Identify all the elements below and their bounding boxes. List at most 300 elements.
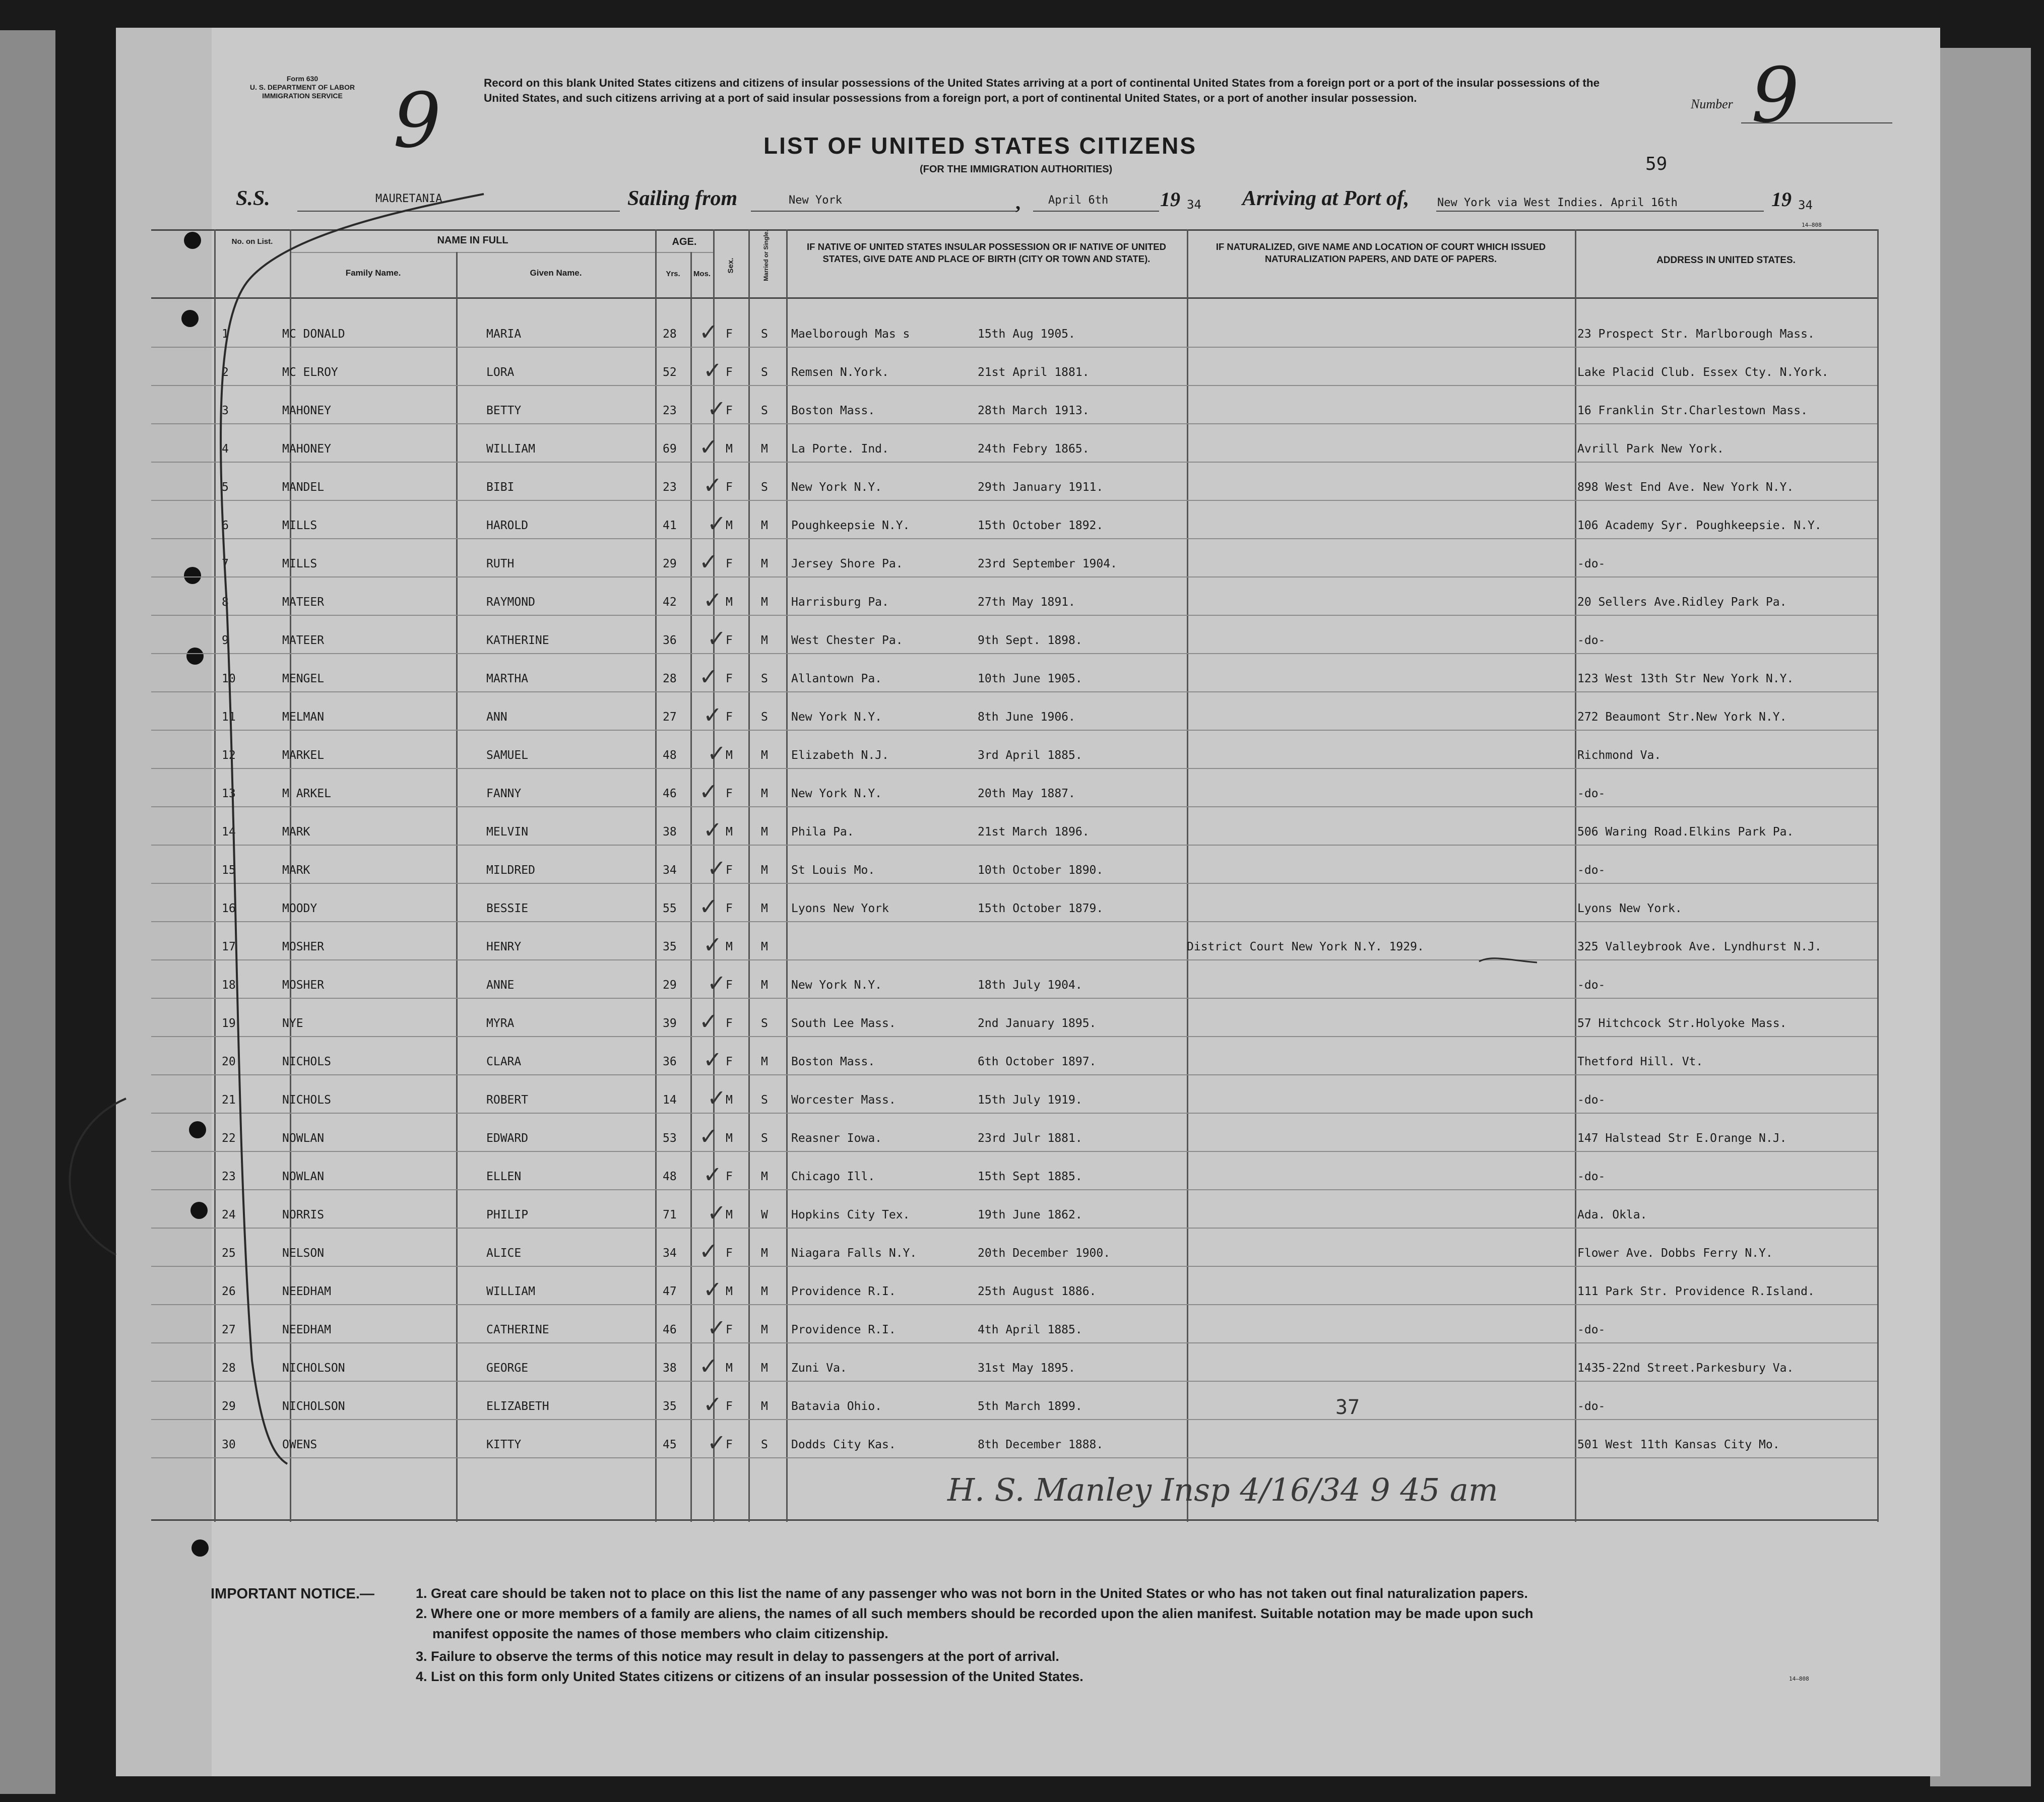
sex: F	[726, 1323, 733, 1336]
address: -do-	[1577, 864, 1606, 877]
age-years: 48	[663, 749, 677, 762]
row-number: 16	[222, 902, 236, 915]
age-years: 23	[663, 481, 677, 494]
given-name: LORA	[486, 366, 515, 379]
given-name: BESSIE	[486, 902, 529, 915]
arrival-port: New York via West Indies. April 16th	[1437, 197, 1678, 209]
printer-code-bottom: 14—808	[1789, 1676, 1809, 1682]
sex: F	[726, 1055, 733, 1068]
given-name: ELLEN	[486, 1170, 522, 1183]
birth-date: 4th April 1885.	[978, 1323, 1082, 1336]
age-years: 38	[663, 825, 677, 839]
address: Lake Placid Club. Essex Cty. N.York.	[1577, 366, 1829, 379]
given-name: RUTH	[486, 557, 515, 570]
checkmark: ✓	[709, 968, 725, 998]
birth-date: 15th October 1879.	[978, 902, 1104, 915]
age-years: 34	[663, 864, 677, 877]
marital-status: S	[761, 1438, 768, 1451]
birth-place: Hopkins City Tex.	[791, 1208, 910, 1221]
row-number: 29	[222, 1400, 236, 1413]
address: 23 Prospect Str. Marlborough Mass.	[1577, 328, 1815, 341]
row-number: 18	[222, 979, 236, 992]
given-name: CLARA	[486, 1055, 522, 1068]
age-years: 45	[663, 1438, 677, 1451]
birth-place: Elizabeth N.J.	[791, 749, 889, 762]
row-number: 11	[222, 711, 236, 724]
row-number: 26	[222, 1285, 236, 1298]
birth-place: Providence R.I.	[791, 1323, 896, 1336]
age-years: 38	[663, 1362, 677, 1375]
birth-place: New York N.Y.	[791, 979, 882, 992]
marital-status: S	[761, 404, 768, 417]
address: Ada. Okla.	[1577, 1208, 1647, 1221]
arriving-label: Arriving at Port of,	[1242, 187, 1410, 210]
checkmark: ✓	[709, 508, 725, 538]
marital-status: M	[761, 749, 768, 762]
row-number: 24	[222, 1208, 236, 1221]
sex: F	[726, 1017, 733, 1030]
service-name: IMMIGRATION SERVICE	[262, 92, 343, 100]
marital-status: S	[761, 1093, 768, 1107]
marital-status: M	[761, 442, 768, 456]
sex: M	[726, 1362, 733, 1375]
notice-heading: IMPORTANT NOTICE.—	[211, 1586, 374, 1602]
given-name: FANNY	[486, 787, 522, 800]
age-years: 29	[663, 979, 677, 992]
age-years: 35	[663, 1400, 677, 1413]
family-name: NOWLAN	[282, 1170, 325, 1183]
birth-date: 10th June 1905.	[978, 672, 1082, 685]
row-number: 3	[222, 404, 229, 417]
row-number: 9	[222, 634, 229, 647]
arrival-year: 34	[1798, 198, 1813, 212]
given-name: ANN	[486, 711, 507, 724]
marital-status: M	[761, 979, 768, 992]
address: 20 Sellers Ave.Ridley Park Pa.	[1577, 596, 1787, 609]
checkmark: ✓	[705, 699, 721, 730]
birth-place: Maelborough Mas s	[791, 328, 910, 341]
checkmark: ✓	[700, 1236, 717, 1266]
address: 898 West End Ave. New York N.Y.	[1577, 481, 1794, 494]
ss-label: S.S.	[236, 187, 270, 210]
sex: M	[726, 1093, 733, 1107]
sex: F	[726, 979, 733, 992]
checkmark: ✓	[700, 1121, 717, 1151]
birth-place: New York N.Y.	[791, 711, 882, 724]
row-number: 23	[222, 1170, 236, 1183]
checkmark: ✓	[700, 316, 717, 347]
sex: F	[726, 672, 733, 685]
address: Flower Ave. Dobbs Ferry N.Y.	[1577, 1247, 1773, 1260]
col-header-age: AGE.	[672, 236, 697, 247]
sex: F	[726, 787, 733, 800]
checkmark: ✓	[709, 1312, 725, 1342]
row-number: 17	[222, 940, 236, 953]
given-name: MARTHA	[486, 672, 529, 685]
marital-status: M	[761, 940, 768, 953]
age-years: 53	[663, 1132, 677, 1145]
age-years: 52	[663, 366, 677, 379]
marital-status: M	[761, 1400, 768, 1413]
family-name: NYE	[282, 1017, 303, 1030]
birth-date: 24th Febry 1865.	[978, 442, 1090, 456]
checkmark: ✓	[709, 1197, 725, 1228]
age-years: 36	[663, 634, 677, 647]
family-name: NEEDHAM	[282, 1323, 331, 1336]
address: -do-	[1577, 1170, 1606, 1183]
address: 106 Academy Syr. Poughkeepsie. N.Y.	[1577, 519, 1822, 532]
birth-date: 5th March 1899.	[978, 1400, 1082, 1413]
notice-item-2-cont: manifest opposite the names of those members who claim citizenship.	[432, 1626, 888, 1641]
age-years: 34	[663, 1247, 677, 1260]
marital-status: S	[761, 328, 768, 341]
age-years: 41	[663, 519, 677, 532]
given-name: WILLIAM	[486, 442, 535, 456]
birth-date: 15th Sept 1885.	[978, 1170, 1082, 1183]
family-name: MOODY	[282, 902, 317, 915]
checkmark: ✓	[709, 853, 725, 883]
family-name: MC DONALD	[282, 328, 345, 341]
col-header-yrs: Yrs.	[666, 270, 680, 278]
birth-place: Worcester Mass.	[791, 1093, 896, 1107]
col-header-address: ADDRESS IN UNITED STATES.	[1656, 255, 1796, 266]
sex: M	[726, 825, 733, 839]
family-name: MATEER	[282, 596, 325, 609]
sex: F	[726, 634, 733, 647]
row-number: 1	[222, 328, 229, 341]
number-label: Number	[1691, 97, 1733, 111]
row-number: 15	[222, 864, 236, 877]
col-header-given-name: Given Name.	[530, 268, 582, 278]
checkmark: ✓	[700, 546, 717, 576]
birth-date: 31st May 1895.	[978, 1362, 1075, 1375]
address: Lyons New York.	[1577, 902, 1682, 915]
checkmark: ✓	[705, 585, 721, 615]
address: -do-	[1577, 1093, 1606, 1107]
address: 57 Hitchcock Str.Holyoke Mass.	[1577, 1017, 1787, 1030]
checkmark: ✓	[705, 814, 721, 845]
department-name: U. S. DEPARTMENT OF LABOR	[249, 83, 355, 91]
handwritten-corner-number: 9	[393, 77, 441, 165]
family-name: NORRIS	[282, 1208, 325, 1221]
marital-status: M	[761, 557, 768, 570]
birth-date: 23rd September 1904.	[978, 557, 1117, 570]
given-name: ANNE	[486, 979, 515, 992]
marital-status: M	[761, 1247, 768, 1260]
marital-status: S	[761, 1017, 768, 1030]
family-name: MATEER	[282, 634, 325, 647]
given-name: ELIZABETH	[486, 1400, 549, 1413]
birth-place: Reasner Iowa.	[791, 1132, 882, 1145]
age-years: 35	[663, 940, 677, 953]
age-years: 48	[663, 1170, 677, 1183]
checkmark: ✓	[705, 1389, 721, 1419]
sex: F	[726, 481, 733, 494]
sex: F	[726, 404, 733, 417]
form-subtitle: (FOR THE IMMIGRATION AUTHORITIES)	[920, 164, 1113, 175]
number-value: 9	[1751, 52, 1800, 140]
birth-date: 20th December 1900.	[978, 1247, 1111, 1260]
family-name: M ARKEL	[282, 787, 331, 800]
checkmark: ✓	[705, 470, 721, 500]
checkmark: ✓	[709, 738, 725, 768]
row-number: 4	[222, 442, 229, 456]
checkmark: ✓	[709, 393, 725, 423]
row-number: 7	[222, 557, 229, 570]
given-name: WILLIAM	[486, 1285, 535, 1298]
checkmark: ✓	[709, 1427, 725, 1457]
marital-status: M	[761, 1323, 768, 1336]
family-name: MARK	[282, 864, 310, 877]
row-number: 5	[222, 481, 229, 494]
address: 272 Beaumont Str.New York N.Y.	[1577, 711, 1787, 724]
checkmark: ✓	[705, 1159, 721, 1189]
age-years: 47	[663, 1285, 677, 1298]
age-years: 55	[663, 902, 677, 915]
given-name: KATHERINE	[486, 634, 549, 647]
row-number: 14	[222, 825, 236, 839]
given-name: GEORGE	[486, 1362, 529, 1375]
sail-year-prefix: 19	[1160, 188, 1180, 211]
address: -do-	[1577, 634, 1606, 647]
marital-status: M	[761, 825, 768, 839]
marital-status: M	[761, 1055, 768, 1068]
printer-code-top: 14—808	[1802, 222, 1822, 228]
given-name: CATHERINE	[486, 1323, 549, 1336]
page-count-annotation: 37	[1335, 1396, 1360, 1419]
address: 123 West 13th Str New York N.Y.	[1577, 672, 1794, 685]
birth-date: 28th March 1913.	[978, 404, 1090, 417]
row-number: 6	[222, 519, 229, 532]
birth-date: 21st March 1896.	[978, 825, 1090, 839]
sex: M	[726, 749, 733, 762]
col-header-married: Married or Single.	[762, 230, 770, 281]
sailing-from-label: Sailing from	[627, 187, 738, 210]
given-name: BETTY	[486, 404, 522, 417]
birth-date: 21st April 1881.	[978, 366, 1090, 379]
family-name: MAHONEY	[282, 442, 331, 456]
row-number: 19	[222, 1017, 236, 1030]
birth-place: Batavia Ohio.	[791, 1400, 882, 1413]
row-number: 8	[222, 596, 229, 609]
notice-item-1: 1. Great care should be taken not to place on this list the name of any passenger who was not born in the United States or who has not taken out final naturalization papers.	[416, 1586, 1528, 1601]
birth-place: Allantown Pa.	[791, 672, 882, 685]
address: Thetford Hill. Vt.	[1577, 1055, 1703, 1068]
birth-date: 15th Aug 1905.	[978, 328, 1075, 341]
birth-date: 25th August 1886.	[978, 1285, 1097, 1298]
birth-place: Zuni Va.	[791, 1362, 847, 1375]
sex: F	[726, 864, 733, 877]
birth-place: Lyons New York	[791, 902, 889, 915]
sex: M	[726, 519, 733, 532]
col-header-no: No. on List.	[231, 237, 273, 246]
marital-status: S	[761, 366, 768, 379]
marital-status: M	[761, 634, 768, 647]
marital-status: M	[761, 787, 768, 800]
birth-place: St Louis Mo.	[791, 864, 875, 877]
given-name: MARIA	[486, 328, 522, 341]
sex: F	[726, 902, 733, 915]
checkmark: ✓	[705, 929, 721, 959]
given-name: SAMUEL	[486, 749, 529, 762]
col-header-mos: Mos.	[693, 270, 711, 278]
checkmark: ✓	[700, 661, 717, 691]
sex: F	[726, 1400, 733, 1413]
address: 506 Waring Road.Elkins Park Pa.	[1577, 825, 1794, 839]
marital-status: M	[761, 1285, 768, 1298]
birth-place: Boston Mass.	[791, 404, 875, 417]
age-years: 36	[663, 1055, 677, 1068]
age-years: 39	[663, 1017, 677, 1030]
sex: M	[726, 1132, 733, 1145]
checkmark: ✓	[700, 891, 717, 921]
family-name: MAHONEY	[282, 404, 331, 417]
naturalization: District Court New York N.Y. 1929.	[1187, 940, 1424, 953]
age-years: 28	[663, 672, 677, 685]
marital-status: M	[761, 902, 768, 915]
marital-status: M	[761, 519, 768, 532]
family-name: NICHOLS	[282, 1055, 331, 1068]
birth-date: 23rd Julr 1881.	[978, 1132, 1082, 1145]
row-number: 20	[222, 1055, 236, 1068]
address: -do-	[1577, 787, 1606, 800]
address: 1435-22nd Street.Parkesbury Va.	[1577, 1362, 1794, 1375]
address: 325 Valleybrook Ave. Lyndhurst N.J.	[1577, 940, 1822, 953]
checkmark: ✓	[700, 431, 717, 462]
birth-date: 10th October 1890.	[978, 864, 1104, 877]
birth-date: 29th January 1911.	[978, 481, 1104, 494]
birth-place: South Lee Mass.	[791, 1017, 896, 1030]
birth-date: 18th July 1904.	[978, 979, 1082, 992]
ship-name: MAURETANIA	[375, 192, 442, 205]
family-name: MARK	[282, 825, 310, 839]
marital-status: S	[761, 672, 768, 685]
birth-date: 20th May 1887.	[978, 787, 1075, 800]
row-number: 21	[222, 1093, 236, 1107]
age-years: 69	[663, 442, 677, 456]
family-name: MILLS	[282, 519, 317, 532]
birth-date: 6th October 1897.	[978, 1055, 1097, 1068]
sex: F	[726, 1170, 733, 1183]
form-instructions: Record on this blank United States citizens and citizens of insular possessions of the United States arriving at a port of continental United States from a foreign port or a port of the insular possessions of the United States, and such citizens arriving at a port of said insular possessions from a foreign port, a port of continental United States, or a port of another insular possession.	[484, 77, 1600, 104]
address: -do-	[1577, 1400, 1606, 1413]
sex: F	[726, 711, 733, 724]
family-name: NOWLAN	[282, 1132, 325, 1145]
age-years: 14	[663, 1093, 677, 1107]
stamp-number: 59	[1645, 154, 1668, 174]
address: -do-	[1577, 979, 1606, 992]
birth-date: 2nd January 1895.	[978, 1017, 1097, 1030]
inspector-signature: H. S. Manley Insp 4/16/34 9 45 am	[947, 1471, 1498, 1508]
col-header-naturalized: IF NATURALIZED, GIVE NAME AND LOCATION OF COURT WHICH ISSUED NATURALIZATION PAPERS, AND DATE OF PAPERS.	[1216, 241, 1546, 264]
birth-date: 27th May 1891.	[978, 596, 1075, 609]
sex: F	[726, 1438, 733, 1451]
marital-status: S	[761, 1132, 768, 1145]
family-name: MC ELROY	[282, 366, 338, 379]
family-name: NICHOLSON	[282, 1362, 345, 1375]
sex: M	[726, 1285, 733, 1298]
checkmark: ✓	[705, 1044, 721, 1074]
marital-status: S	[761, 711, 768, 724]
birth-date: 3rd April 1885.	[978, 749, 1082, 762]
birth-place: Remsen N.York.	[791, 366, 889, 379]
address: Richmond Va.	[1577, 749, 1662, 762]
given-name: ALICE	[486, 1247, 522, 1260]
birth-place: West Chester Pa.	[791, 634, 903, 647]
row-number: 12	[222, 749, 236, 762]
birth-date: 19th June 1862.	[978, 1208, 1082, 1221]
birth-date: 9th Sept. 1898.	[978, 634, 1082, 647]
family-name: NEEDHAM	[282, 1285, 331, 1298]
sail-date: April 6th	[1048, 194, 1109, 207]
family-name: MOSHER	[282, 940, 325, 953]
row-number: 2	[222, 366, 229, 379]
birth-place: New York N.Y.	[791, 787, 882, 800]
marital-status: M	[761, 1170, 768, 1183]
marital-status: S	[761, 481, 768, 494]
birth-place: Phila Pa.	[791, 825, 854, 839]
birth-place: Niagara Falls N.Y.	[791, 1247, 917, 1260]
birth-place: Providence R.I.	[791, 1285, 896, 1298]
sex: F	[726, 328, 733, 341]
family-name: MANDEL	[282, 481, 325, 494]
family-name: NICHOLSON	[282, 1400, 345, 1413]
given-name: EDWARD	[486, 1132, 529, 1145]
sex: F	[726, 366, 733, 379]
row-number: 25	[222, 1247, 236, 1260]
given-name: HAROLD	[486, 519, 529, 532]
marital-status: M	[761, 596, 768, 609]
col-header-family-name: Family Name.	[345, 268, 401, 278]
sex: M	[726, 596, 733, 609]
birth-date: 15th October 1892.	[978, 519, 1104, 532]
notice-item-3: 3. Failure to observe the terms of this notice may result in delay to passengers at the port of arrival.	[416, 1649, 1059, 1664]
age-years: 46	[663, 1323, 677, 1336]
form-number: Form 630	[286, 75, 318, 83]
sex: M	[726, 1208, 733, 1221]
age-years: 42	[663, 596, 677, 609]
address: 111 Park Str. Providence R.Island.	[1577, 1285, 1815, 1298]
family-name: MELMAN	[282, 711, 325, 724]
family-name: MOSHER	[282, 979, 325, 992]
sail-year: 34	[1187, 198, 1201, 212]
age-years: 28	[663, 328, 677, 341]
checkmark: ✓	[705, 1274, 721, 1304]
birth-place: Jersey Shore Pa.	[791, 557, 903, 570]
checkmark: ✓	[709, 623, 725, 653]
birth-place: La Porte. Ind.	[791, 442, 889, 456]
checkmark: ✓	[700, 776, 717, 806]
family-name: NICHOLS	[282, 1093, 331, 1107]
birth-place: Boston Mass.	[791, 1055, 875, 1068]
sex: M	[726, 940, 733, 953]
notice-item-2: 2. Where one or more members of a family are aliens, the names of all such members should be recorded upon the alien manifest. Suitable notation may be made upon such	[416, 1606, 1534, 1621]
family-name: NELSON	[282, 1247, 325, 1260]
age-years: 46	[663, 787, 677, 800]
row-number: 13	[222, 787, 236, 800]
row-number: 22	[222, 1132, 236, 1145]
given-name: HENRY	[486, 940, 522, 953]
family-name: OWENS	[282, 1438, 317, 1451]
birth-place: Harrisburg Pa.	[791, 596, 889, 609]
address: 16 Franklin Str.Charlestown Mass.	[1577, 404, 1808, 417]
given-name: MYRA	[486, 1017, 515, 1030]
birth-place: Poughkeepsie N.Y.	[791, 519, 910, 532]
family-name: MENGEL	[282, 672, 325, 685]
col-header-sex: Sex.	[726, 258, 735, 274]
checkmark: ✓	[700, 1006, 717, 1036]
given-name: PHILIP	[486, 1208, 529, 1221]
